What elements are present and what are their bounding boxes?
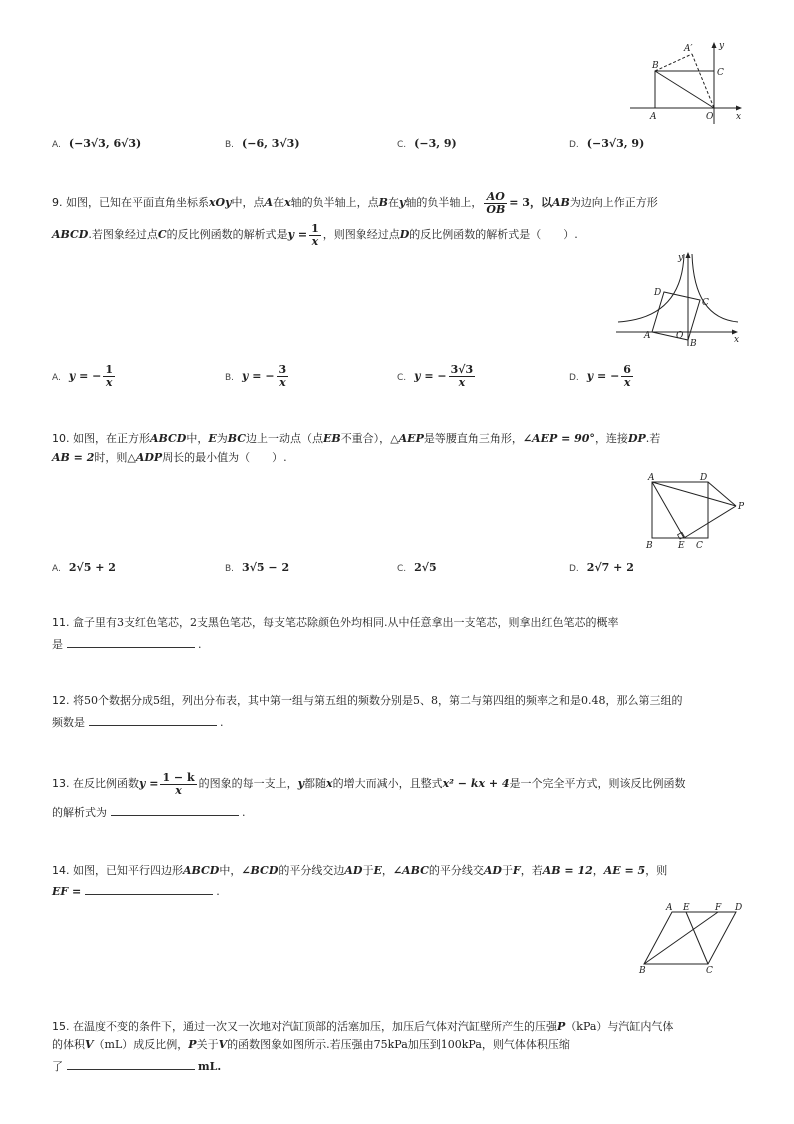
q9-option-b[interactable]	[225, 364, 290, 389]
q8-label-O: O	[706, 112, 714, 122]
q9-option-d-pre: y = −	[586, 369, 620, 383]
q11-text-end: .	[198, 638, 202, 651]
q13-fraction	[160, 772, 196, 797]
q15-text-end: mL.	[198, 1060, 222, 1073]
q10-label-A: A	[648, 473, 655, 483]
q10-text: 为	[216, 432, 228, 445]
q14-math: EF =	[52, 885, 82, 898]
q8-label-y: y	[719, 41, 725, 51]
q9-option-d-frac	[621, 364, 633, 389]
q14-line-2	[52, 882, 220, 899]
q9-math: D	[399, 228, 410, 241]
q10-math: ∠AEP = 90°	[522, 432, 595, 445]
q10-label-B: B	[646, 541, 653, 551]
q15-line-1	[52, 1020, 673, 1034]
q15-line-3	[52, 1057, 221, 1074]
q9-math: y =	[287, 228, 308, 241]
q8-option-b[interactable]	[225, 137, 300, 150]
q9-math: = 3，以	[509, 196, 552, 209]
q8-option-a[interactable]	[52, 137, 141, 150]
q13-math: x	[326, 777, 333, 790]
q10-label-E: E	[678, 541, 685, 551]
q15-math: P	[557, 1020, 566, 1033]
q10-text: 不重合），	[340, 432, 391, 445]
q9-frac-num: AO	[484, 191, 507, 204]
q9-option-c-den: x	[458, 376, 466, 389]
q9-text: ，则图象经过点	[322, 228, 400, 241]
q9-math: B	[378, 196, 388, 209]
q15-text: 关于	[196, 1038, 219, 1051]
q13-text: 的图象的每一支上，	[198, 777, 298, 790]
q14-label-E: E	[683, 903, 690, 913]
q8-option-d-label: D.	[569, 140, 579, 150]
q10-option-a[interactable]	[52, 561, 116, 574]
q13-text: 都随	[304, 777, 327, 790]
q10-math: BC	[227, 432, 246, 445]
q10-math: DP	[627, 432, 646, 445]
q10-text: 周长的最小值为（ ）.	[162, 451, 287, 464]
q9-option-a[interactable]	[52, 364, 117, 389]
q9-option-b-label: B.	[225, 372, 235, 383]
q11-text: 盒子里有3支红色笔芯，2支黑色笔芯，每支笔芯除颜色外均相同.从中任意拿出一支笔芯，则拿出红色笔芯的概率	[73, 616, 619, 629]
q15-math: V	[85, 1038, 94, 1051]
q9-text: 轴的负半轴上，点	[290, 196, 379, 209]
q15-answer-blank[interactable]	[67, 1057, 195, 1070]
q9-option-a-den: x	[105, 376, 113, 389]
q9-math: AB	[551, 196, 570, 209]
q14-text: 中，	[219, 864, 242, 877]
q13-text: 是一个完全平方式，则该反比例函数	[509, 777, 686, 790]
q9-hyperbola-left	[618, 254, 684, 322]
q13-frac-den: x	[175, 783, 182, 797]
q10-math: ABCD	[150, 432, 187, 445]
q9-math: C	[157, 228, 167, 241]
q9-option-c[interactable]	[397, 364, 477, 389]
q9-text: 在	[273, 196, 285, 209]
q13-text: 的增大而减小，且整式	[332, 777, 443, 790]
q9-label-B: B	[690, 339, 697, 348]
q10-math: AB = 2	[52, 451, 95, 464]
q9-option-d-num: 6	[623, 363, 631, 376]
q14-math: AE = 5	[603, 864, 646, 877]
q14-answer-blank[interactable]	[85, 882, 213, 895]
q13-math: x² − kx + 4	[442, 777, 510, 790]
q10-label-D: D	[700, 473, 708, 483]
q14-label-D: D	[735, 903, 743, 913]
q14-parallelogram-ABCD	[644, 912, 736, 964]
q10-option-c[interactable]	[397, 561, 437, 574]
q9-option-c-label: C.	[397, 372, 407, 383]
q9-option-c-pre: y = −	[414, 369, 447, 383]
q14-label-F: F	[715, 903, 722, 913]
q14-text: 的平分线交边	[278, 864, 345, 877]
q9-option-d-label: D.	[569, 372, 579, 383]
q9-label-O: O	[676, 331, 684, 341]
q14-math: ABCD	[183, 864, 220, 877]
q10-math: △ADP	[127, 451, 163, 464]
q15-text: 的体积	[52, 1038, 85, 1051]
q13-line-1	[52, 770, 686, 798]
q8-option-d[interactable]	[569, 137, 644, 150]
q10-text: 如图，在正方形	[73, 432, 150, 445]
q10-line-1	[52, 432, 660, 446]
q14-math: E	[373, 864, 382, 877]
q14-math: AD	[483, 864, 502, 877]
q10-option-c-text: 2√5	[414, 561, 437, 574]
q9-figure	[612, 248, 748, 348]
q10-text: 时，则	[94, 451, 128, 464]
q14-number: 14.	[52, 864, 70, 877]
q10-text: 边上一动点（点	[246, 432, 323, 445]
q10-number: 10.	[52, 432, 70, 445]
q15-text: （mL）成反比例，	[93, 1038, 189, 1051]
q10-option-b-text: 3√5 − 2	[242, 561, 290, 574]
q8-option-c-text: (−3, 9)	[414, 137, 457, 150]
q8-label-B: B	[652, 61, 659, 71]
q9-label-C: C	[702, 298, 709, 308]
q9-text: 轴的负半轴上，	[405, 196, 483, 209]
q14-math: ∠ABC	[392, 864, 429, 877]
q10-text: 是等腰直角三角形，	[423, 432, 523, 445]
q14-bisector-BF	[644, 912, 718, 964]
q14-text: 的平分线交	[428, 864, 484, 877]
q10-text: .若	[645, 432, 661, 445]
q10-option-a-label: A.	[52, 564, 61, 574]
q10-label-P: P	[738, 502, 745, 512]
q9-x-arrow	[732, 330, 738, 335]
q14-label-C: C	[706, 966, 713, 974]
q14-bisector-CE	[686, 912, 708, 964]
q14-math: AB = 12	[542, 864, 593, 877]
q9-math: x	[284, 196, 291, 209]
q14-text: 于	[362, 864, 374, 877]
q9-hyperbola-right	[692, 254, 738, 322]
q8-dashed-A2O	[692, 54, 714, 108]
q15-line-2	[52, 1038, 570, 1052]
q9-text: 为边向上作正方形	[569, 196, 658, 209]
q10-segment-EP	[684, 506, 736, 538]
q9-f-den: x	[311, 234, 319, 248]
q12-text: 将50个数据分成5组，列出分布表，其中第一组与第五组的频数分别是5、8，第二与第四组的频率之和是0.48，那么第三组的	[73, 694, 683, 707]
q9-label-x: x	[734, 335, 740, 345]
q13-text-end: .	[242, 806, 246, 819]
q9-option-d[interactable]	[569, 364, 635, 389]
q15-text: 了	[52, 1060, 63, 1073]
q14-text: ，	[381, 864, 393, 877]
q9-text: 的反比例函数的解析式是（ ）.	[409, 228, 578, 241]
q10-option-b-label: B.	[225, 564, 235, 574]
q10-option-c-label: C.	[397, 564, 407, 574]
q9-frac-den: OB	[486, 202, 506, 216]
q15-text: 在温度不变的条件下，通过一次又一次地对汽缸顶部的活塞加压，加压后气体对汽缸壁所产生的压强	[73, 1020, 557, 1033]
q9-number: 9.	[52, 196, 63, 209]
q9-text: 的反比例函数的解析式是	[166, 228, 288, 241]
q10-option-b[interactable]	[225, 561, 289, 574]
q8-label-A: A	[650, 112, 657, 122]
q14-math: ∠BCD	[241, 864, 279, 877]
q10-math: △AEP	[390, 432, 424, 445]
q12-answer-blank[interactable]	[89, 713, 217, 726]
q8-option-a-label: A.	[52, 140, 61, 150]
q9-option-c-num: 3√3	[450, 363, 474, 376]
q8-label-x: x	[736, 112, 742, 122]
q12-text: 频数是	[52, 716, 85, 729]
q9-option-b-pre: y = −	[242, 369, 275, 383]
q8-option-b-label: B.	[225, 140, 235, 150]
q12-number: 12.	[52, 694, 70, 707]
q12-line-2	[52, 713, 224, 730]
q8-label-A2: A′	[684, 44, 693, 54]
q9-math: xOy	[209, 196, 232, 209]
q9-math: y	[398, 196, 406, 209]
q10-option-a-text: 2√5 + 2	[68, 561, 116, 574]
q11-number: 11.	[52, 616, 70, 629]
q11-line-2	[52, 635, 202, 652]
q10-option-d-label: D.	[569, 564, 579, 574]
q14-math: F	[512, 864, 521, 877]
q9-label-D: D	[654, 288, 662, 298]
q9-text: 在	[387, 196, 399, 209]
q10-math: E	[208, 432, 217, 445]
q8-dashed-BA2	[655, 54, 692, 71]
q9-option-a-frac	[103, 364, 115, 389]
q9-label-y: y	[678, 253, 684, 263]
q11-line-1	[52, 616, 619, 630]
q9-fraction-ao-ob	[484, 191, 507, 216]
q10-figure	[642, 470, 752, 552]
q8-option-a-text: (−3√3, 6√3)	[68, 137, 142, 150]
q14-label-A: A	[666, 903, 673, 913]
q9-line-2	[52, 222, 578, 248]
q9-text: 如图，已知在平面直角坐标系	[66, 196, 209, 209]
q10-text: 中，	[186, 432, 209, 445]
q8-y-arrow	[712, 42, 717, 48]
q9-math: A	[264, 196, 274, 209]
q9-fraction-1-x	[309, 223, 321, 248]
q9-line-1	[52, 190, 658, 216]
q13-frac-num: 1 − k	[162, 770, 195, 784]
q13-answer-blank[interactable]	[111, 803, 239, 816]
q8-option-c[interactable]	[397, 137, 457, 150]
q8-diagonal-BO	[655, 71, 714, 108]
q9-option-b-den: x	[279, 376, 286, 389]
q9-y-arrow	[686, 252, 691, 258]
q12-text-end: .	[220, 716, 224, 729]
q15-math: V	[218, 1038, 228, 1051]
q11-text: 是	[52, 638, 63, 651]
q9-text: .若图象经过点	[88, 228, 158, 241]
q15-text: 的函数图象如图所示.若压强由75kPa加压到100kPa，则气体体积压缩	[227, 1038, 570, 1051]
q13-line-2	[52, 803, 246, 820]
q13-text: 的解析式为	[52, 806, 107, 819]
q15-number: 15.	[52, 1020, 70, 1033]
q14-line-1	[52, 864, 667, 878]
q8-option-c-label: C.	[397, 140, 407, 150]
q14-text: ，若	[520, 864, 543, 877]
q14-text: 如图，已知平行四边形	[73, 864, 183, 877]
q10-option-d-text: 2√7 + 2	[586, 561, 634, 574]
q8-x-arrow	[736, 106, 742, 111]
q12-line-1	[52, 694, 682, 708]
q8-option-d-text: (−3√3, 9)	[586, 137, 645, 150]
q9-f-num: 1	[311, 221, 319, 235]
q10-text: ，连接	[594, 432, 628, 445]
q9-option-b-frac	[277, 364, 289, 389]
q13-number: 13.	[52, 777, 70, 790]
q14-text-end: .	[216, 885, 220, 898]
q14-text: ，	[592, 864, 604, 877]
q9-label-A: A	[644, 331, 651, 341]
q9-option-b-num: 3	[278, 363, 287, 376]
q13-text: 在反比例函数	[73, 777, 139, 790]
q14-math: AD	[344, 864, 363, 877]
q9-text: 中，点	[231, 196, 265, 209]
q15-text: （kPa）与汽缸内气体	[565, 1020, 674, 1033]
q11-answer-blank[interactable]	[67, 635, 195, 648]
q9-option-a-num: 1	[105, 363, 113, 376]
q9-option-d-den: x	[623, 376, 631, 389]
q10-option-d[interactable]	[569, 561, 634, 574]
q10-segment-AE	[652, 482, 684, 538]
q9-option-c-frac	[449, 364, 476, 389]
q9-math: ABCD	[52, 228, 89, 241]
q10-label-C: C	[696, 541, 703, 551]
q8-label-C: C	[717, 68, 724, 78]
q10-math: EB	[323, 432, 341, 445]
q8-figure	[630, 36, 750, 126]
q14-text: ，则	[645, 864, 668, 877]
q14-text: 于	[501, 864, 513, 877]
q10-segment-AP	[652, 482, 736, 506]
q15-math: P	[188, 1038, 197, 1051]
q9-option-a-pre: y = −	[68, 369, 102, 383]
q13-math: y	[297, 777, 305, 790]
q10-line-2	[52, 451, 287, 465]
q14-figure	[636, 902, 748, 974]
q13-math: y =	[139, 777, 159, 790]
q9-option-a-label: A.	[52, 372, 61, 383]
q8-option-b-text: (−6, 3√3)	[242, 137, 300, 150]
q14-label-B: B	[639, 966, 646, 974]
